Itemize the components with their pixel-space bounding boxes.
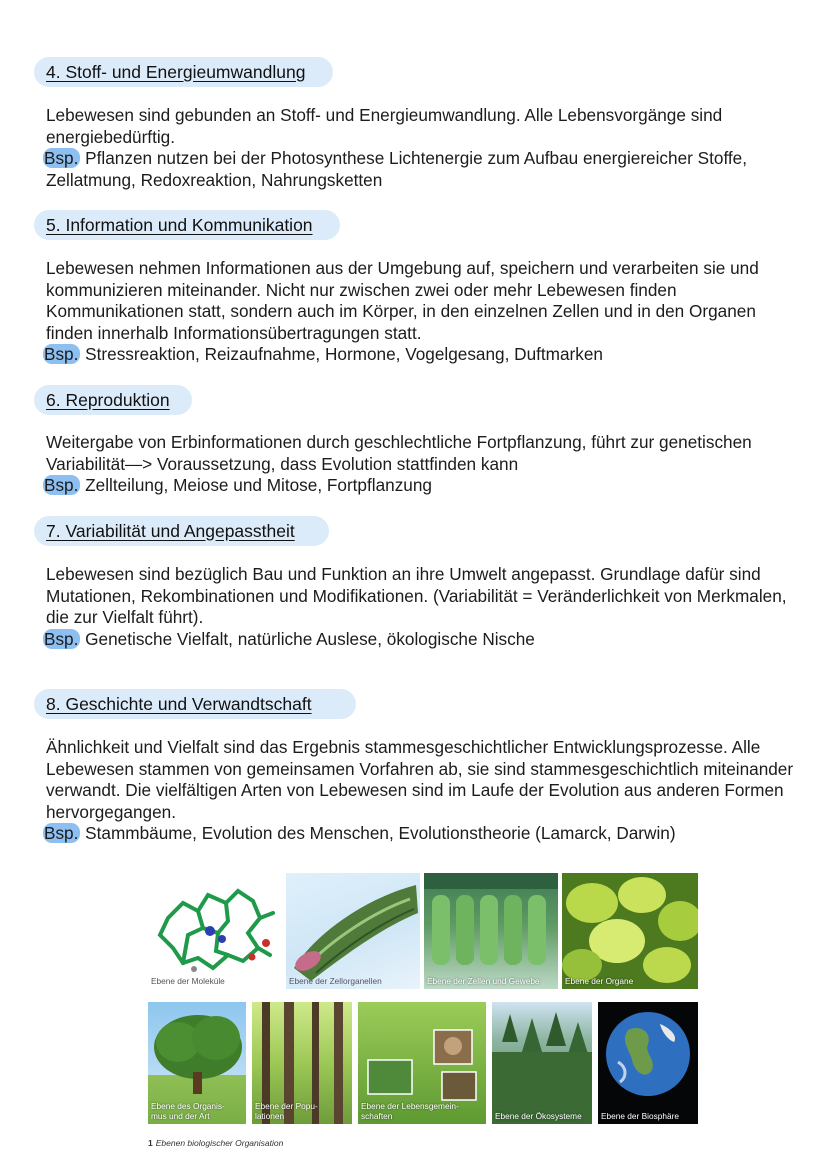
section-heading: 8. Geschichte und Verwandtschaft: [34, 689, 356, 719]
description: Ähnlichkeit und Vielfalt sind das Ergebnis stammesgeschichtlicher Entwicklungsprozesse. Alle Lebewesen stammen von gemeinsamen Vorfahren ab, sie sind stammesgeschichtlich miteinander verwandt. Die vielfältigen Arten von Lebewesen sind im Laufe der Evolution aus anderen Formen hervorgegangen.: [46, 737, 794, 822]
section-text: [46, 432, 798, 497]
example-line: Bsp. Genetische Vielfalt, natürliche Auslese, ökologische Nische: [44, 628, 535, 649]
section-heading: 5. Information und Kommunikation: [34, 210, 340, 240]
organism-tree-image: Ebene des Organis- mus und der Art: [148, 1002, 246, 1124]
section-text: [46, 105, 798, 191]
example-line: Bsp. Stammbäume, Evolution des Menschen, Evolutionstheorie (Lamarck, Darwin): [44, 823, 676, 844]
leaves-icon: [562, 873, 698, 989]
bsp-highlight: Bsp.: [44, 148, 79, 169]
example-line: Bsp. Stressreaktion, Reizaufnahme, Hormone, Vogelgesang, Duftmarken: [44, 344, 603, 365]
bsp-highlight: Bsp.: [44, 823, 79, 844]
description: Lebewesen sind bezüglich Bau und Funktion an ihre Umwelt angepasst. Grundlage dafür sind Mutationen, Rekombinationen und Modifikationen. (Variabilität = Veränderlichkeit von Merkmalen, die zur Vielfalt führt).: [46, 564, 787, 628]
section-heading: 6. Reproduktion: [34, 385, 192, 415]
biological-organisation-figure: [148, 873, 700, 1153]
conifer-forest-icon: [492, 1002, 592, 1124]
cells-tissue-image: Ebene der Zellen und Gewebe: [424, 873, 558, 989]
description: Lebewesen sind gebunden an Stoff- und Energieumwandlung. Alle Lebensvorgänge sind energiebedürftig.: [46, 105, 723, 147]
bsp-highlight: Bsp.: [44, 475, 79, 496]
bsp-highlight: Bsp.: [44, 344, 79, 365]
earth-icon: [598, 1002, 698, 1124]
example-line: Bsp. Pflanzen nutzen bei der Photosynthese Lichtenergie zum Aufbau energiereicher Stoffe, Zellatmung, Redoxreaktion, Nahrungsketten: [44, 148, 748, 190]
bsp-highlight: Bsp.: [44, 628, 79, 649]
community-image: Ebene der Lebensgemein- schaften: [358, 1002, 486, 1124]
description: Weitergabe von Erbinformationen durch geschlechtliche Fortpflanzung, führt zur genetischen Variabilität—> Voraussetzung, dass Evolution stattfinden kann: [46, 432, 752, 474]
population-image: Ebene der Popu- lationen: [252, 1002, 352, 1124]
section-heading: 4. Stoff- und Energieumwandlung: [34, 57, 333, 87]
section-heading: 7. Variabilität und Angepasstheit: [34, 516, 329, 546]
biosphere-image: Ebene der Biosphäre: [598, 1002, 698, 1124]
cell-organelles-image: Ebene der Zellorganellen: [286, 873, 420, 989]
chloroplast-icon: [286, 873, 420, 989]
molecule-icon: [148, 873, 282, 989]
tissue-icon: [424, 873, 558, 989]
molecule-image: Ebene der Moleküle: [148, 873, 282, 989]
example-line: Bsp. Zellteilung, Meiose und Mitose, Fortpflanzung: [44, 475, 432, 496]
ecosystem-image: Ebene der Ökosysteme: [492, 1002, 592, 1124]
section-text: [46, 258, 798, 366]
description: Lebewesen nehmen Informationen aus der Umgebung auf, speichern und verarbeiten sie und kommunizieren miteinander. Nicht nur zwischen zwei oder mehr Lebewesen finden Kommunikationen statt, sondern auch im Körper, in den einzelnen Zellen und in den Organen finden innerhalb Informationsübertragungen statt.: [46, 258, 759, 343]
organs-image: Ebene der Organe: [562, 873, 698, 989]
figure-caption: 1 Ebenen biologischer Organisation: [148, 1138, 284, 1148]
section-text: [46, 564, 798, 650]
section-text: [46, 737, 798, 845]
